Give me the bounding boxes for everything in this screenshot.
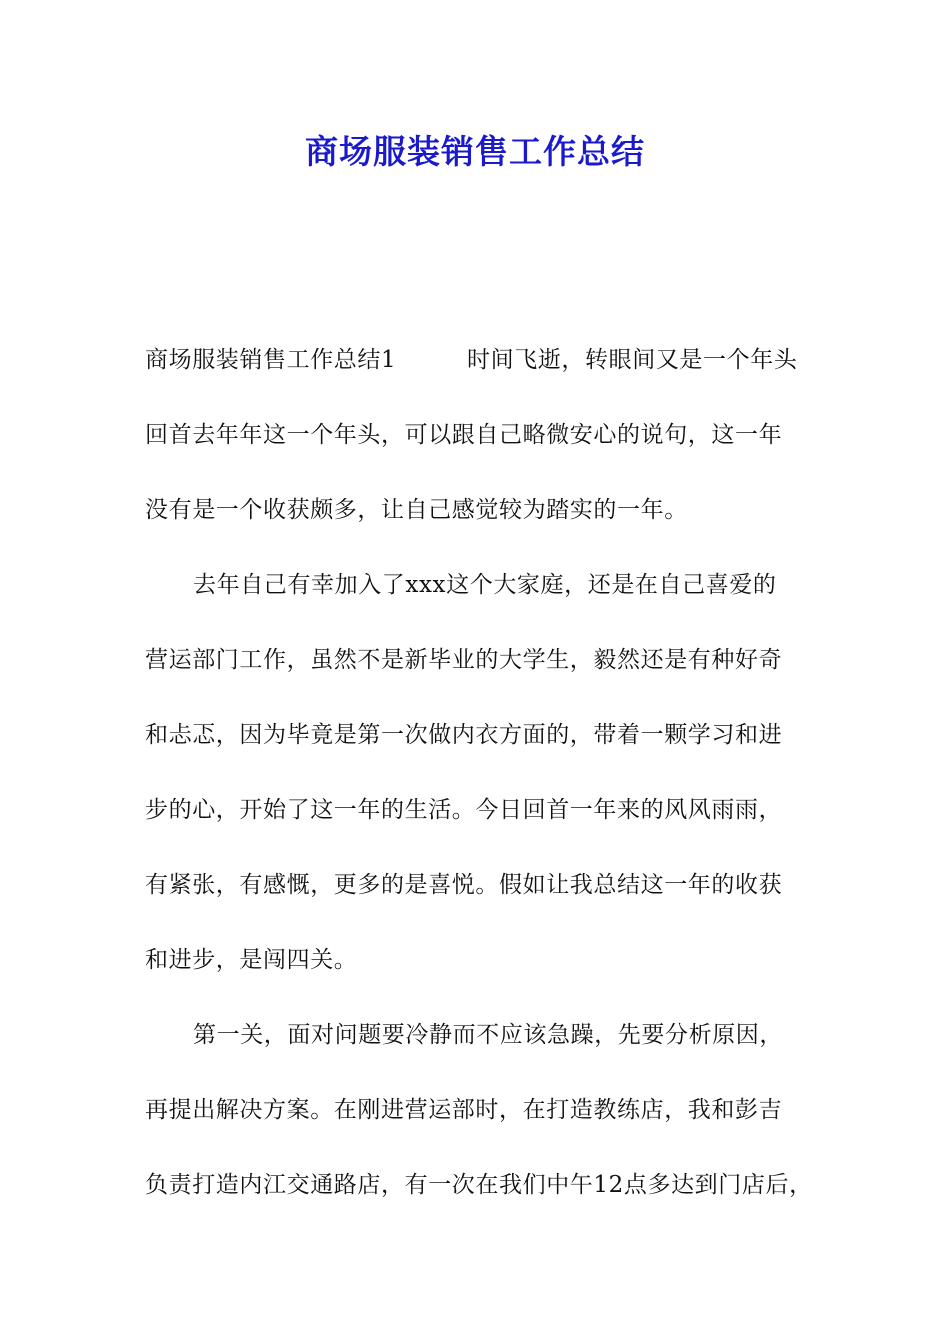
text-line: 和忐忑，因为毕竟是第一次做内衣方面的，带着一颗学习和进 [145, 722, 783, 748]
text-line: 再提出解决方案。在刚进营运部时，在打造教练店，我和彭吉 [145, 1097, 783, 1123]
text-line: 步的心，开始了这一年的生活。今日回首一年来的风风雨雨， [145, 797, 783, 823]
text-line: 回首去年年这一个年头，可以跟自己略微安心的说句，这一年 [145, 422, 783, 448]
document-title: 商场服装销售工作总结 [305, 132, 645, 171]
text-line: 和进步，是闯四关。 [145, 947, 358, 973]
text-line: 负责打造内江交通路店，有一次在我们中午12点多达到门店后， [145, 1172, 813, 1198]
paragraph-start-line: 去年自己有幸加入了xxx这个大家庭，还是在自己喜爱的 [193, 572, 777, 598]
text-line: 商场服装销售工作总结1 时间飞逝，转眼间又是一个年头 [145, 347, 798, 373]
document-body [145, 335, 815, 1235]
text-line: 营运部门工作，虽然不是新毕业的大学生，毅然还是有种好奇 [145, 647, 783, 673]
text-line: 有紧张，有感慨，更多的是喜悦。假如让我总结这一年的收获 [145, 872, 783, 898]
paragraph-start-line: 第一关，面对问题要冷静而不应该急躁，先要分析原因， [193, 1022, 783, 1048]
text-line: 没有是一个收获颇多，让自己感觉较为踏实的一年。 [145, 497, 688, 523]
